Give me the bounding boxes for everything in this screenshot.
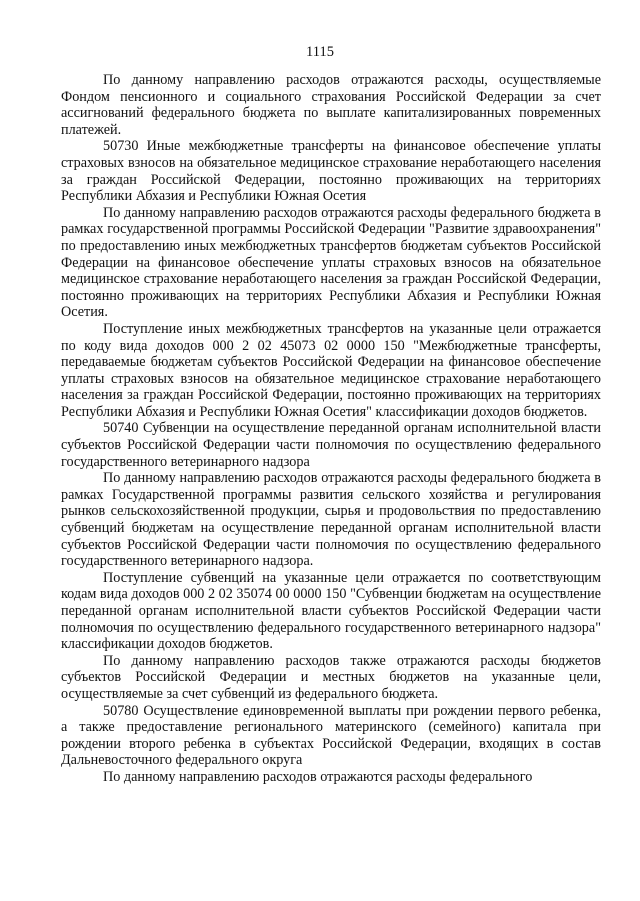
page-number: 1115: [306, 44, 334, 60]
paragraph: По данному направлению расходов отражаются расходы федерального: [103, 768, 533, 785]
paragraph: 50780 Осуществление единовременной выплаты при рождении первого ребенка, а также предоставление регионального материнского (семейного) капитала при рождении второго ребенка в субъектах Российской Федерации, входящих в состав Дальневосточного федерального округа: [61, 702, 601, 769]
paragraph: 50740 Субвенции на осуществление переданной органам исполнительной власти субъектов Российской Федерации части полномочия по осуществлению федерального государственного ветеринарного надзора: [61, 420, 601, 470]
paragraph: По данному направлению расходов отражаются расходы, осуществляемые Фондом пенсионного и социального страхования Российской Федерации за счет ассигнований федерального бюджета по выплате капитализированных повременных платежей.: [61, 72, 601, 138]
paragraph: 50730 Иные межбюджетные трансферты на финансовое обеспечение уплаты страховых взносов на обязательное медицинское страхование неработающего населения за граждан Российской Федерации, постоянно проживающих на территориях Республики Абхазия и Республики Южная Осетия: [61, 138, 601, 205]
paragraph: По данному направлению расходов также отражаются расходы бюджетов субъектов Российской Федерации и местных бюджетов на указанные цели, осуществляемые за счет субвенций из федерального бюджета.: [61, 652, 601, 702]
paragraph: По данному направлению расходов отражаются расходы федерального бюджета в рамках государственной программы Российской Федерации "Развитие здравоохранения" по предоставлению иных межбюджетных трансфертов бюджетам субъектов Российской Федерации на финансовое обеспечение уплаты страховых взносов на обязательное медицинское страхование неработающего населения за граждан Российской Федерации, постоянно проживающих на территориях Республики Абхазия и Республики Южная Осетия.: [61, 204, 601, 321]
paragraph: Поступление субвенций на указанные цели отражается по соответствующим кодам вида доходов 000 2 02 35074 00 0000 150 "Субвенции бюджетам на осуществление переданной органам исполнительной власти субъектов Российской Федерации части полномочия по осуществлению федерального государственного ветеринарного надзора" классификации доходов бюджетов.: [61, 569, 601, 653]
paragraph: По данному направлению расходов отражаются расходы федерального бюджета в рамках Государственной программы развития сельского хозяйства и регулирования рынков сельскохозяйственной продукции, сырья и продовольствия по предоставлению субвенций бюджетам на осуществление переданной органам исполнительной власти субъектов Российской Федерации части полномочия по осуществлению федерального государственного ветеринарного надзора.: [61, 470, 601, 570]
paragraph: Поступление иных межбюджетных трансфертов на указанные цели отражается по коду вида доходов 000 2 02 45073 02 0000 150 "Межбюджетные трансферты, передаваемые бюджетам субъектов Российской Федерации на финансовое обеспечение уплаты страховых взносов на обязательное медицинское страхование неработающего населения за граждан Российской Федерации, постоянно проживающих на территориях Республики Абхазия и Республики Южная Осетия" классификации доходов бюджетов.: [61, 320, 601, 420]
document-body: [61, 72, 601, 786]
